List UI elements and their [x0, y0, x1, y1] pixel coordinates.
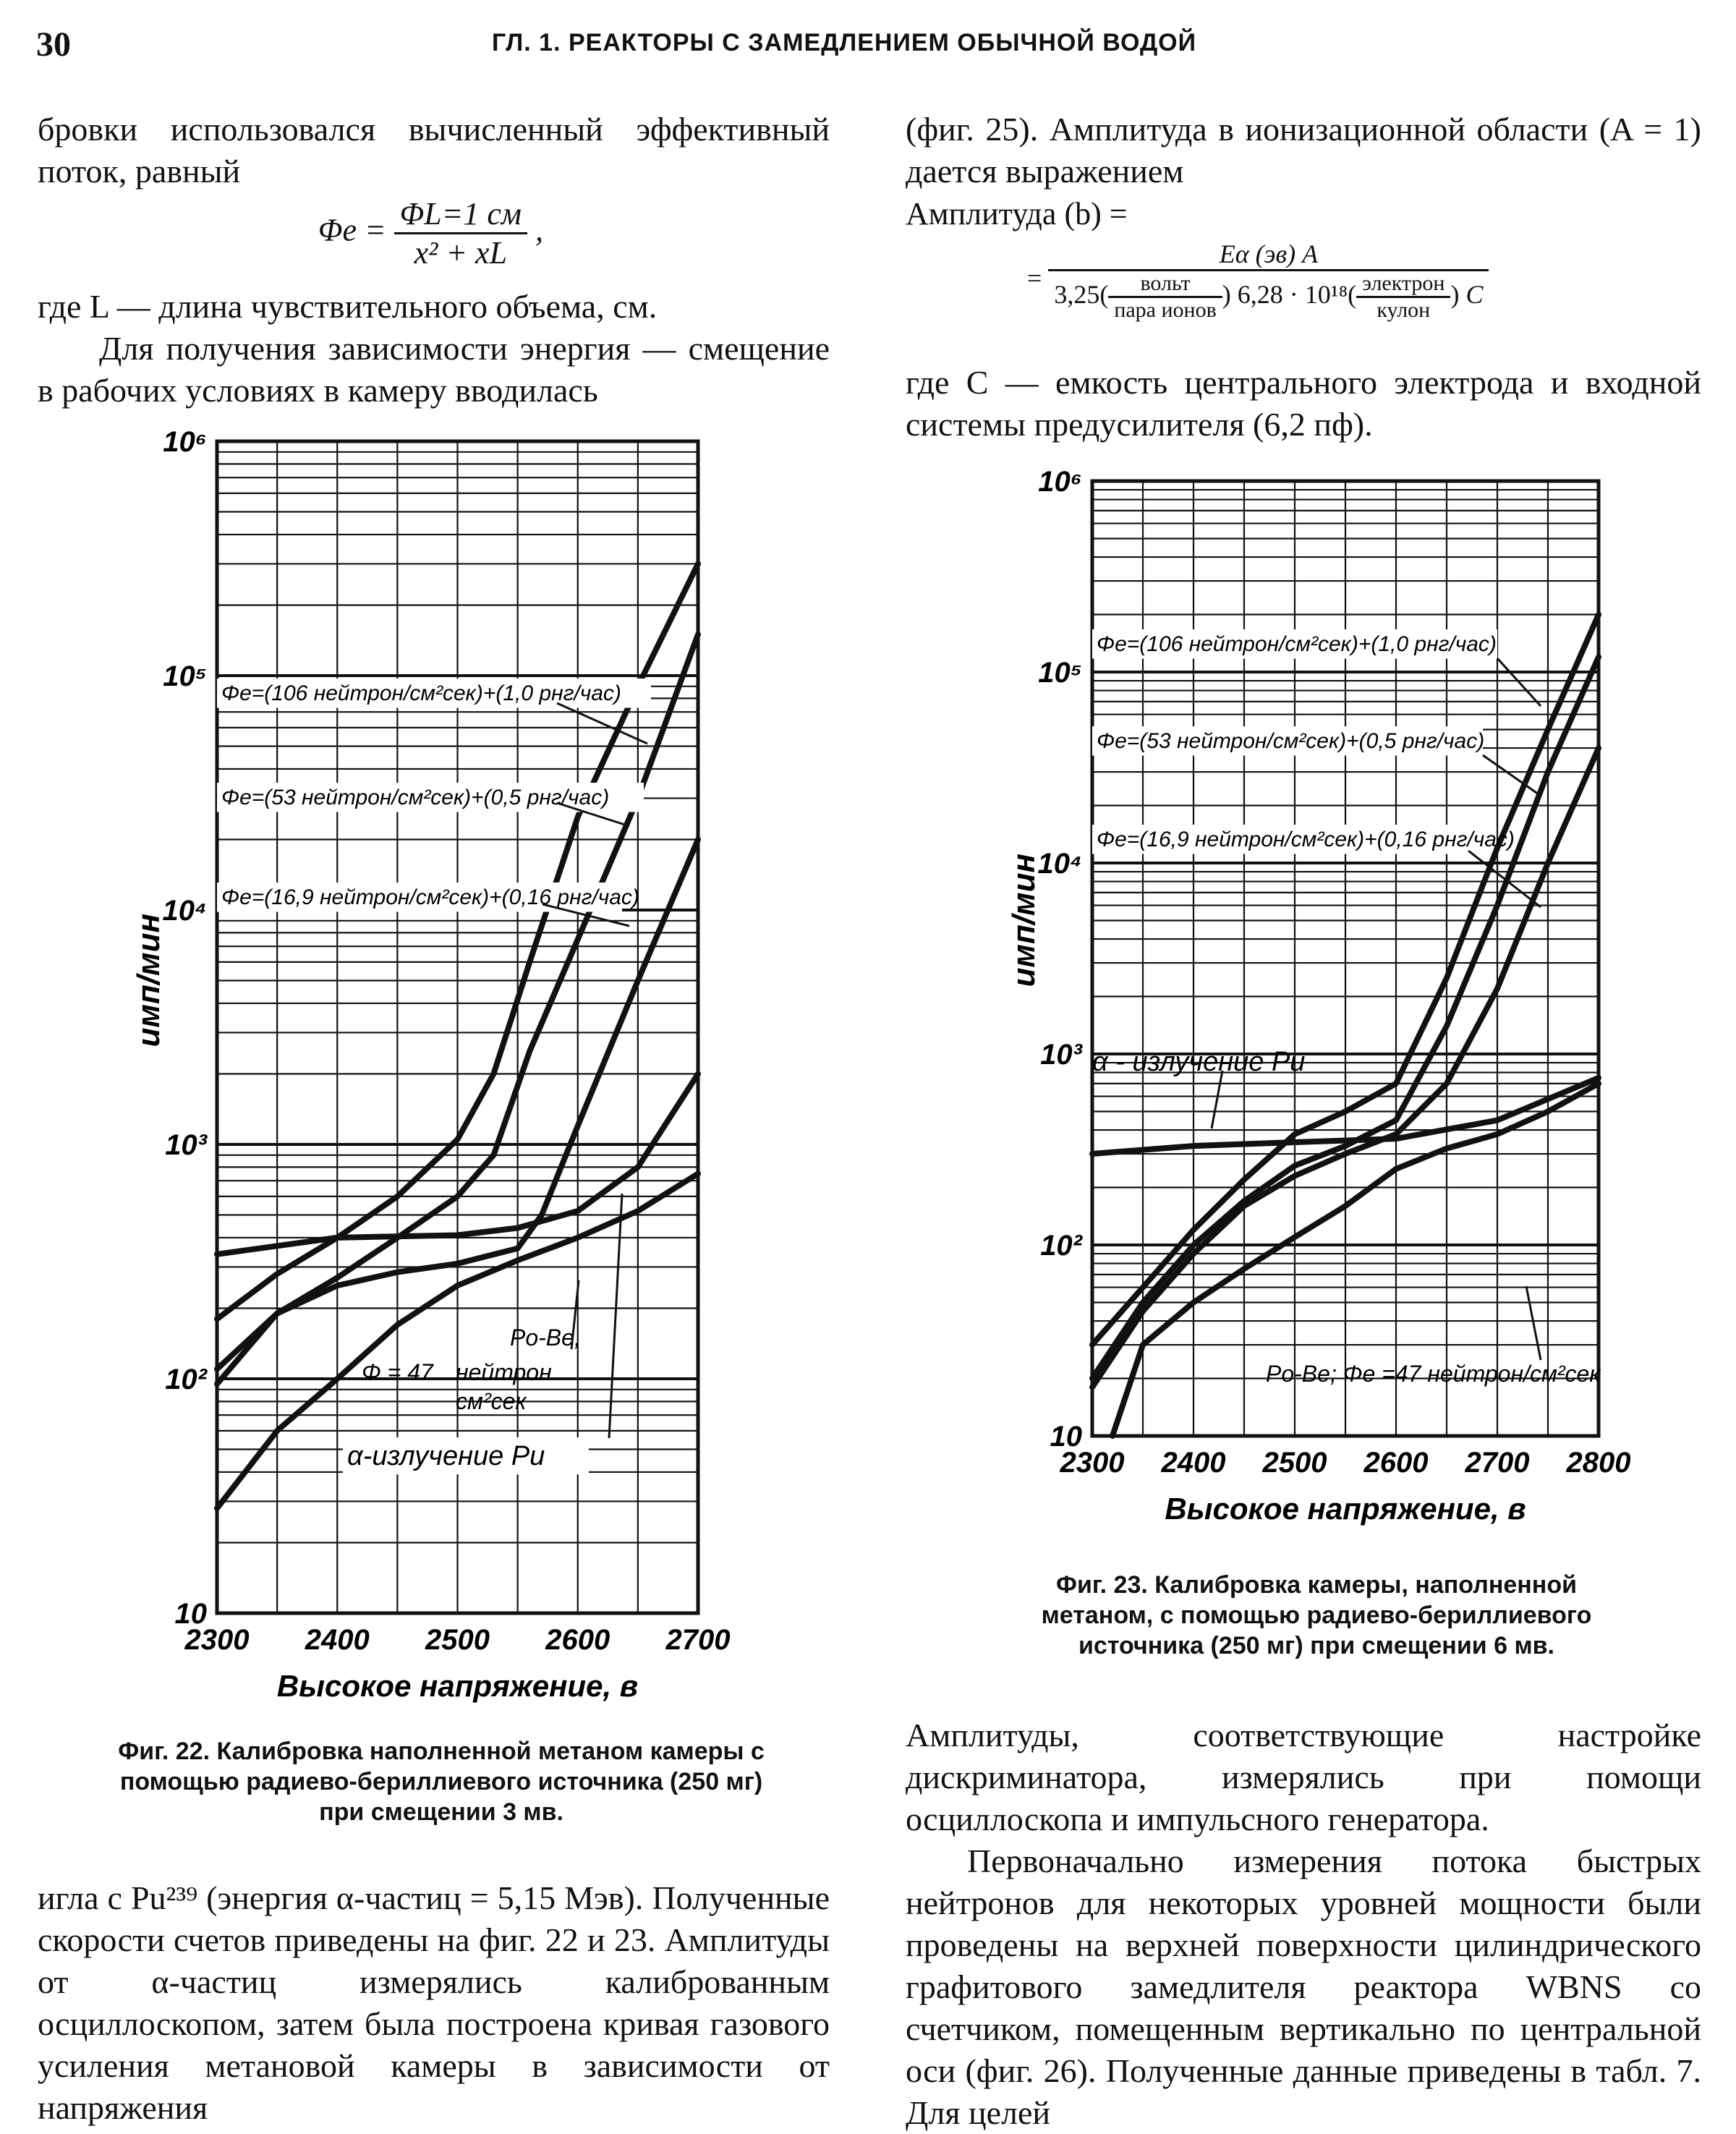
fig23-ytick: 10⁵	[1038, 657, 1082, 689]
fig22-annotation-arrow	[557, 703, 647, 744]
amp-f1-den: пара ионов	[1114, 298, 1217, 322]
left-para-4-text: игла с Pu²³⁹ (энергия α-частиц = 5,15 Мэв). Полученные скорости счетов приведены на фиг. 22 и 23. Амплитуды от α-частиц измерялись калиброванным осциллоскопом, затем была построена кривая газового усиления метановой камеры в зависимости от напряжения	[38, 1879, 830, 2126]
amplitude-fraction	[1048, 239, 1489, 323]
fig22-annotation-6	[456, 1359, 552, 1385]
fig22-xtick: 2300	[184, 1624, 250, 1656]
fig22-annotation-7	[456, 1388, 527, 1414]
fig22-xtick: 2500	[425, 1624, 490, 1656]
flux-formula-denominator: x² + xL	[414, 235, 508, 271]
fig22-ylabel: имп/мин	[131, 913, 166, 1047]
fig22-ytick: 10	[174, 1598, 207, 1630]
left-para-2-text: где L — длина чувствительного объема, см.	[38, 288, 658, 325]
fig22-annotation-4	[510, 1280, 581, 1351]
fig23-annotation-text: Φe=(53 нейтрон/см²сек)+(0,5 рнг/час)	[1097, 729, 1485, 753]
fig22-annotation-text: Φe=(106 нейтрон/см²сек)+(1,0 рнг/час)	[221, 681, 621, 705]
amplitude-label-text: Амплитуда (b) =	[906, 196, 1128, 231]
fig22-ytick: 10⁵	[163, 660, 207, 692]
fig22-ytick: 10⁶	[163, 426, 207, 458]
right-para-1	[906, 109, 1701, 192]
fig23-xtick: 2700	[1465, 1447, 1530, 1479]
fig22-annotation-text: нейтрон	[456, 1359, 552, 1385]
fig23-annotation-arrow	[1212, 1071, 1222, 1128]
fig23-annotation-arrow	[1526, 1286, 1541, 1360]
amplitude-numerator: Eα (эв) A	[1048, 239, 1489, 271]
flux-formula-lhs: Φe =	[318, 212, 386, 248]
fig23-ytick: 10³	[1040, 1039, 1082, 1071]
right-para-1-text: (фиг. 25). Амплитуда в ионизационной области (A = 1) дается выражением	[906, 111, 1701, 190]
fig22-annotation-text: Φ = 47	[362, 1359, 433, 1385]
fig22-ytick: 10³	[165, 1129, 207, 1161]
amp-f1-num: вольт	[1108, 271, 1222, 298]
fig22-annotation-text: α-излучение Pu	[347, 1441, 545, 1471]
fig22-annotation-5	[362, 1359, 434, 1385]
fig22-annotation-3	[217, 883, 639, 926]
fig23-xtick: 2500	[1262, 1447, 1327, 1479]
figure-23-caption: Фиг. 23. Калибровка камеры, наполненной метаном, с помощью радиево-бериллиевого источника (250 мг) при смещении 6 мв.	[1041, 1571, 1592, 1659]
page-number: 30	[36, 25, 71, 64]
right-para-4-text: Первоначально измерения потока быстрых нейтронов для некоторых уровней мощности были проведены на верхней поверхности цилиндрического графитового замедлителя реактора WBNS со счетчиком, помещенным вертикально по центральной оси (фиг. 26). Полученные данные приведены в табл. 7. Для целей	[906, 1842, 1701, 2131]
fig22-annotation-text: Po-Be,	[510, 1325, 581, 1351]
left-para-3-text: Для получения зависимости энергия — смещение в рабочих условиях в камеру вводилась	[38, 330, 830, 409]
fig22-annotation-text: Φe=(53 нейтрон/см²сек)+(0,5 рнг/час)	[221, 786, 610, 809]
fig23-annotation-text: Φe=(106 нейтрон/см²сек)+(1,0 рнг/час)	[1097, 632, 1497, 656]
fig22-xlabel: Высокое напряжение, в	[276, 1669, 639, 1703]
right-para-3-text: Амплитуды, соответствующие настройке дискриминатора, измерялись при помощи осциллоскопа и импульсного генератора.	[906, 1717, 1701, 1837]
amp-den-a: 3,25	[1054, 279, 1100, 309]
amp-frac-1	[1108, 271, 1222, 323]
fig23-ytick: 10	[1050, 1421, 1082, 1453]
fig23-ylabel: имп/мин	[1006, 853, 1042, 987]
amp-f2-num: электрон	[1356, 271, 1450, 298]
fig22-xtick: 2400	[305, 1624, 370, 1656]
amplitude-formula	[1027, 239, 1489, 323]
amp-den-c: C	[1465, 279, 1484, 309]
figure-22-chart	[94, 426, 817, 1729]
left-para-4	[38, 1877, 830, 2129]
fig23-annotation-3	[1092, 825, 1541, 907]
right-para-2	[906, 362, 1701, 446]
flux-formula-tail: ,	[535, 212, 543, 248]
fig22-annotation-text: см²сек	[456, 1388, 527, 1414]
figure-22-caption: Фиг. 22. Калибровка наполненной метаном камеры с помощью радиево-бериллиевого источника (250 мг) при смещении 3 мв.	[118, 1738, 765, 1826]
right-para-3	[906, 1714, 1701, 2134]
fig23-annotation-text: Po-Be; Φe =47 нейтрон/см²сек	[1266, 1361, 1601, 1387]
fig23-xtick: 2600	[1363, 1447, 1429, 1479]
fig23-annotation-text: Φe=(16,9 нейтрон/см²сек)+(0,16 рнг/час)	[1097, 828, 1515, 851]
flux-formula-numerator: ΦL=1 см	[394, 195, 527, 234]
fig23-annotation-text: α - излучение Pu	[1092, 1047, 1306, 1077]
fig23-xtick: 2400	[1161, 1447, 1226, 1479]
fig22-ytick: 10⁴	[162, 895, 207, 927]
left-para-2	[38, 286, 830, 412]
flux-formula-fraction	[394, 195, 527, 271]
left-para-1	[38, 109, 830, 192]
fig23-xlabel: Высокое напряжение, в	[1165, 1492, 1526, 1526]
fig23-annotation-2	[1092, 726, 1541, 796]
amplitude-label	[906, 195, 1128, 232]
fig23-xtick: 2300	[1060, 1447, 1125, 1479]
amplitude-denominator: 3,25( $\frac{\text{вольт}}{\text{пара ионов}}$ ) 6,28 · 10¹⁸( $\frac{\text{электрон}}{\text{кулон}}$ ) C	[1054, 271, 1484, 322]
left-para-1-text: бровки использовался вычисленный эффективный поток, равный	[38, 111, 830, 190]
fig23-annotation-arrow	[1497, 658, 1541, 706]
fig23-annotation-5	[1266, 1286, 1601, 1387]
fig23-annotation-4	[1092, 1047, 1305, 1128]
figure-23-svg	[1006, 449, 1707, 1563]
fig22-ytick: 10²	[165, 1364, 207, 1395]
amp-f2-den: кулон	[1377, 298, 1431, 322]
fig23-annotation-1	[1092, 629, 1541, 706]
amp-frac-2	[1356, 271, 1450, 323]
fig23-ytick: 10²	[1040, 1230, 1082, 1262]
figure-23-chart	[1006, 449, 1707, 1563]
fig23-ytick: 10⁴	[1037, 848, 1082, 880]
running-title: ГЛ. 1. РЕАКТОРЫ С ЗАМЕДЛЕНИЕМ ОБЫЧНОЙ ВОДОЙ	[492, 29, 1197, 56]
fig22-annotation-1	[217, 679, 651, 744]
fig22-annotation-text: Φe=(16,9 нейтрон/см²сек)+(0,16 рнг/час)	[221, 885, 639, 909]
fig23-xtick: 2800	[1566, 1447, 1631, 1479]
amp-den-b: 6,28 · 10¹⁸	[1237, 279, 1348, 309]
right-para-2-text: где C — емкость центрального электрода и входной системы предусилителя (6,2 пф).	[906, 364, 1701, 443]
fig23-ytick: 10⁶	[1038, 466, 1082, 498]
amplitude-eq: =	[1027, 263, 1049, 293]
fig22-xtick: 2700	[665, 1624, 731, 1656]
figure-22-svg	[94, 426, 817, 1729]
fig22-xtick: 2600	[545, 1624, 610, 1656]
flux-formula	[318, 195, 543, 271]
